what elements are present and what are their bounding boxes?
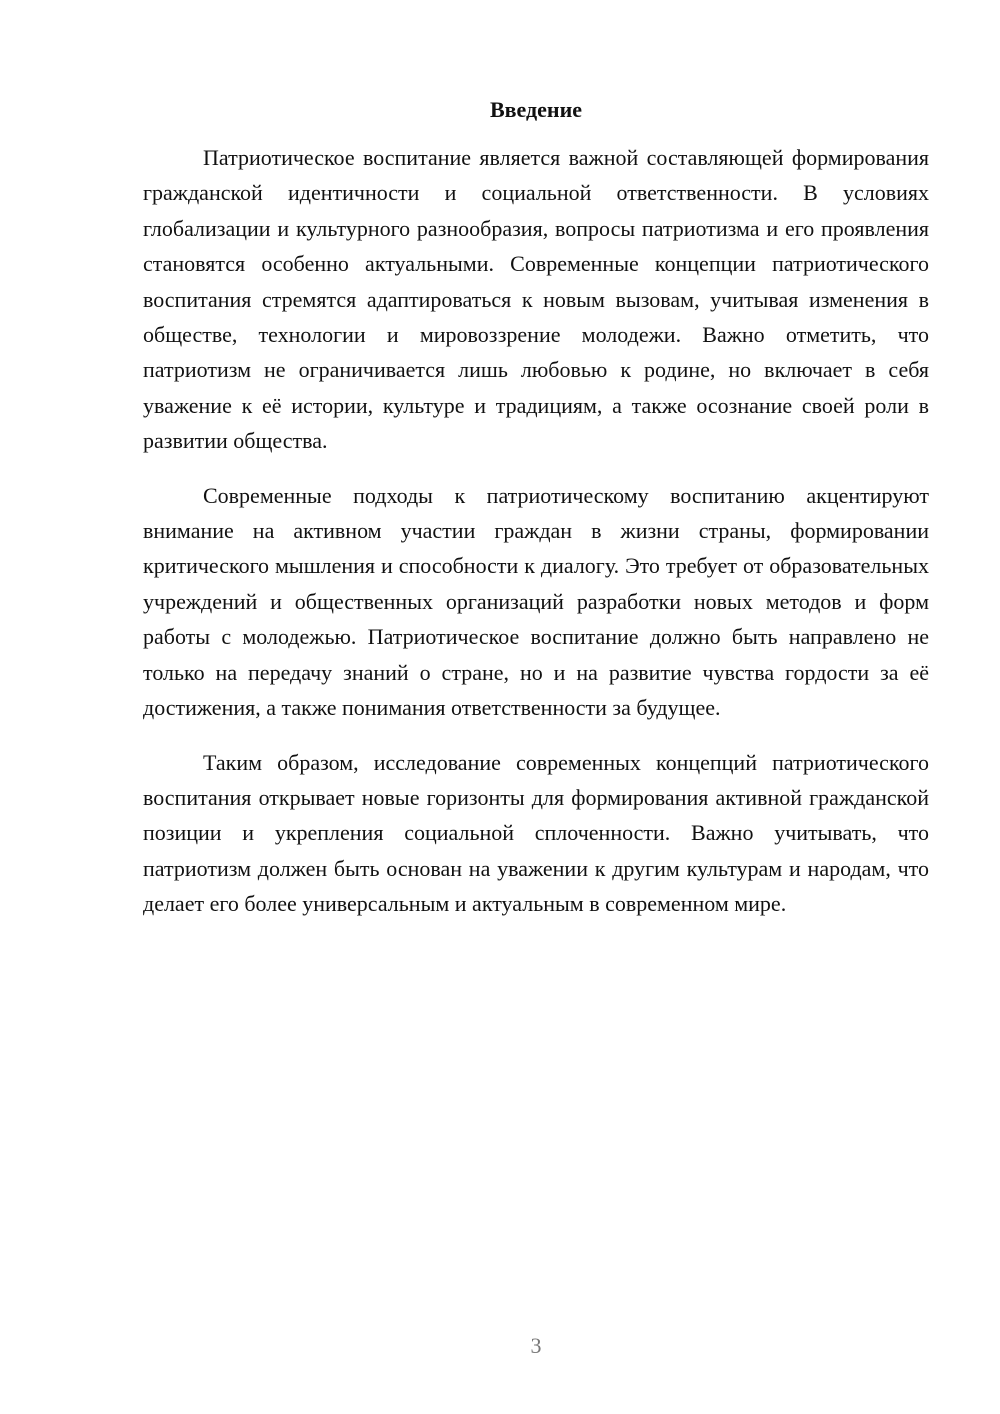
paragraph-3: Таким образом, исследование современных концепций патриотического воспитания открывает новые горизонты для формирования активной гражданской позиции и укрепления социальной сплоченности. Важно учитывать, что патриотизм должен быть основан на уважении к другим культурам и народам, что делает его более универсальным и актуальным в современном мире.: [143, 749, 929, 917]
section-heading: Введение: [489, 97, 583, 122]
document-body: [143, 92, 929, 941]
page-number: 3: [530, 1333, 542, 1358]
paragraph-1: Патриотическое воспитание является важной составляющей формирования гражданской идентичности и социальной ответственности. В условиях глобализации и культурного разнообразия, вопросы патриотизма и его проявления становятся особенно актуальными. Современные концепции патриотического воспитания стремятся адаптироваться к новым вызовам, учитывая изменения в обществе, технологии и мировоззрение молодежи. Важно отметить, что патриотизм не ограничивается лишь любовью к родине, но включает в себя уважение к её истории, культуре и традициям, а также осознание своей роли в развитии общества.: [143, 145, 929, 454]
paragraph-2: Современные подходы к патриотическому воспитанию акцентируют внимание на активном участии граждан в жизни страны, формировании критического мышления и способности к диалогу. Это требует от образовательных учреждений и общественных организаций разработки новых методов и форм работы с молодежью. Патриотическое воспитание должно быть направлено не только на передачу знаний о стране, но и на развитие чувства гордости за её достижения, а также понимания ответственности за будущее.: [143, 482, 929, 721]
